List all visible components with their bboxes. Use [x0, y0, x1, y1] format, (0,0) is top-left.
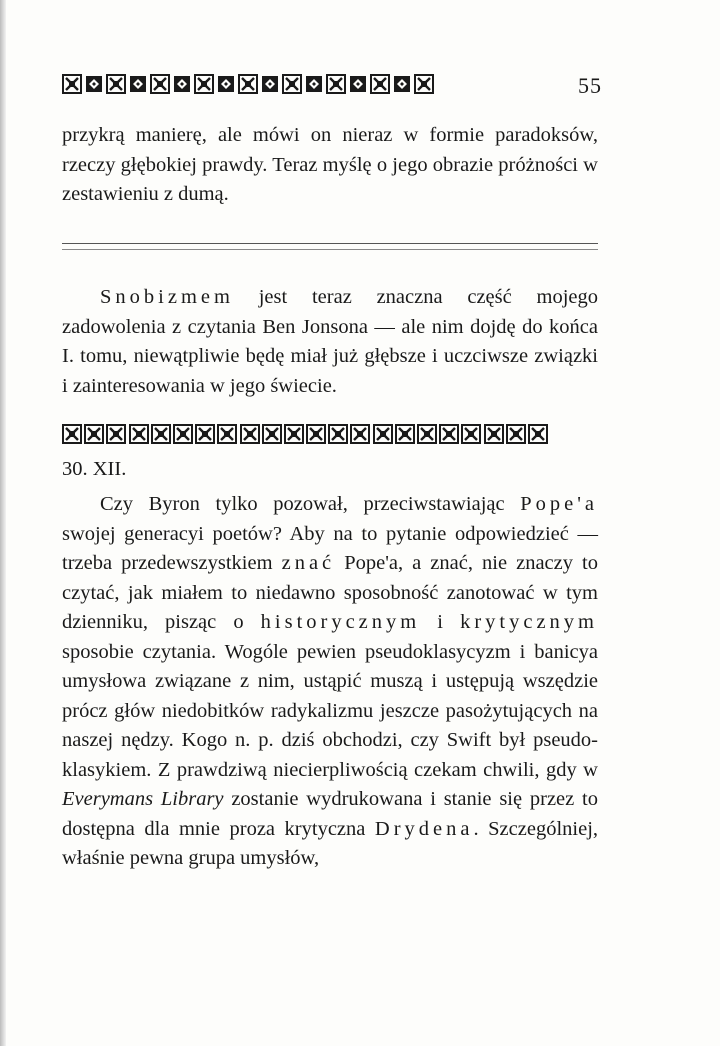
ornament-icon [326, 74, 346, 94]
ornament-icon [84, 74, 104, 94]
paragraph-text [62, 283, 598, 401]
ornament-icon [217, 424, 237, 444]
page-number: 55 [578, 73, 602, 98]
text-segment: Czy Byron tylko pozował, przeciwstawiając [100, 493, 521, 515]
ornament-icon [129, 424, 149, 444]
page-header [62, 72, 602, 100]
ornament-icon [506, 424, 526, 444]
ornament-icon [284, 424, 304, 444]
emphasized-word: historycznym [260, 611, 421, 633]
ornament-icon [128, 74, 148, 94]
entry-date: 30. XII. [62, 458, 127, 480]
section-rule-top [62, 243, 598, 244]
ornament-icon [151, 424, 171, 444]
ornament-icon [484, 424, 504, 444]
ornament-icon [370, 74, 390, 94]
ornament-icon [373, 424, 393, 444]
ornament-icon [350, 424, 370, 444]
ornament-icon [106, 424, 126, 444]
ornament-icon [461, 424, 481, 444]
ornament-icon [528, 424, 548, 444]
paragraph-continued [62, 121, 598, 210]
ornament-icon [240, 424, 260, 444]
text-segment: zostanie wydrukowana i stanie się przez to dostępna dla mnie proza krytyczna [62, 788, 598, 840]
ornament-icon [439, 424, 459, 444]
ornament-icon [417, 424, 437, 444]
ornament-icon [216, 74, 236, 94]
paragraph-snobizm [62, 283, 598, 401]
ornament-icon [238, 74, 258, 94]
italic-title: Everymans Library [62, 788, 224, 810]
paragraph-text: przykrą manierę, ale mówi on nieraz w formie paradoksów, rzeczy głębokiej prawdy. Teraz myślę o jego obrazie próżności w zestawieniu z dumą. [62, 124, 598, 205]
ornament-icon [304, 74, 324, 94]
emphasized-word: znać [281, 552, 336, 574]
text-segment: swojej generacyi poetów? Aby na to pytanie odpowiedzieć — trzeba przedewszystkiem [62, 522, 598, 574]
ornament-icon [173, 424, 193, 444]
ornament-icon [262, 424, 282, 444]
ornament-icon [348, 74, 368, 94]
ornament-icon [260, 74, 280, 94]
ornament-icon [392, 74, 412, 94]
header-ornament-row [62, 72, 602, 96]
text-segment: Pope'a, a znać, nie znaczy to czytać, jak miałem to niedawno sposobność zanotować w tym dzienniku, pisząc o [62, 552, 598, 633]
emphasized-word: Snobizmem [100, 286, 234, 308]
ornament-icon [395, 424, 415, 444]
emphasized-word: Drydena [374, 817, 474, 840]
ornament-icon [62, 424, 82, 444]
ornament-icon [172, 74, 192, 94]
ornament-icon [306, 424, 326, 444]
ornament-icon [194, 74, 214, 94]
paragraph-text [62, 490, 598, 874]
text-segment: sposobie czytania. Wogóle pewien pseudoklasycyzm i banicya umysłowa związane z nim, ustąpić muszą i ustępują wszędzie prócz głów niedobitków radykalizmu jeszcze pasożytujących na naszej nędzy. Kogo n. p. dziś obchodzi, czy Swift był pseudo-klasykiem. Z prawdziwą niecierpliwością czekam chwili, gdy w [62, 640, 598, 781]
ornament-icon [195, 424, 215, 444]
ornament-icon [106, 74, 126, 94]
ornament-icon [414, 74, 434, 94]
ornament-icon [150, 74, 170, 94]
ornament-icon [62, 74, 82, 94]
ornament-icon [328, 424, 348, 444]
diary-entry-body [62, 490, 598, 874]
ornament-icon [282, 74, 302, 94]
emphasized-word: Pope'a [520, 493, 598, 515]
paragraph-body: jest teraz znaczna część mojego zadowolenia z czytania Ben Jonsona — ale nim dojdę do końca I. tomu, niewątpliwie będę miał już głębsze i uczciwsze związki i zainteresowania w jego świecie. [62, 286, 598, 397]
ornament-icon [84, 424, 104, 444]
text-segment: . Szczególniej, właśnie pewna grupa umysłów, [62, 817, 599, 869]
section-rule-bottom [62, 249, 598, 250]
page-edge-shadow [0, 0, 6, 1046]
text-segment: i [420, 611, 461, 633]
emphasized-word: krytycznym [460, 611, 598, 633]
ornament-divider [62, 422, 602, 446]
